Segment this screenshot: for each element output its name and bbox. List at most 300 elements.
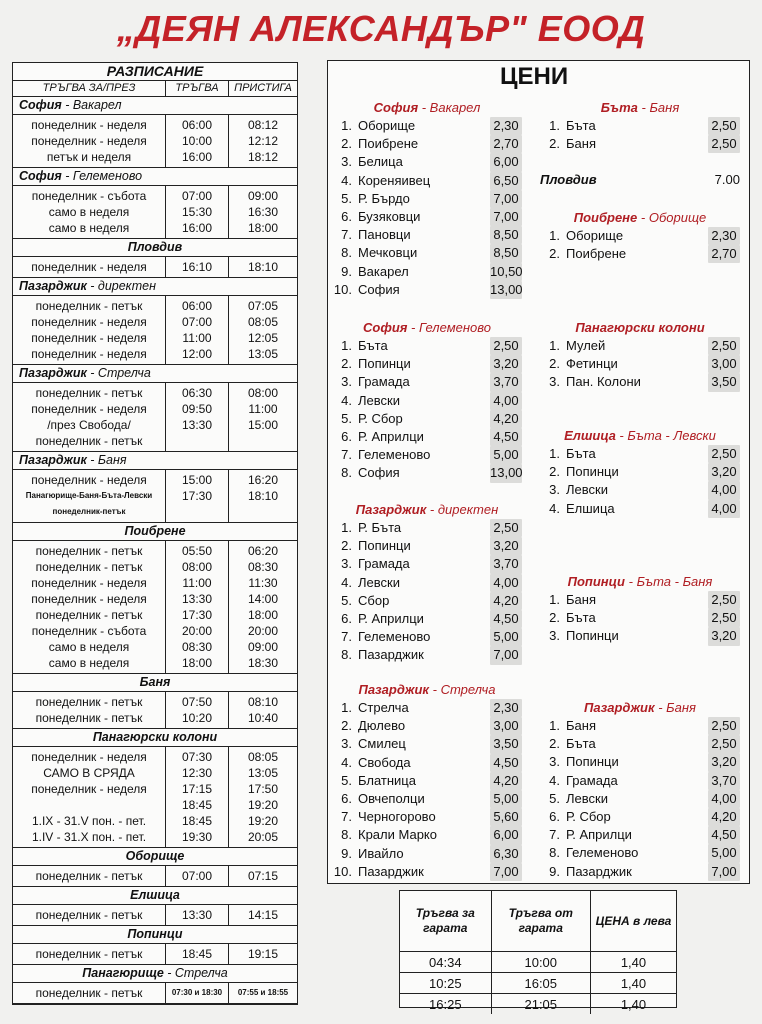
price-row-amount: 2,30 [490,699,522,717]
days-column [13,115,166,167]
price-row [332,826,522,844]
price-row [540,245,740,263]
fares-header-from-station: Тръгва от гарата [491,891,590,952]
arrival-time: 18:30 [247,656,279,670]
schedule-days: 1.IV - 31.X пон. - пет. [31,830,147,844]
price-row-number: 2. [549,136,560,152]
price-row [332,735,522,753]
departs-column [166,747,229,847]
fares-to-station-time: 04:34 [400,952,491,973]
price-group-title [540,699,740,717]
price-row-stop: Елшица [566,500,615,516]
departure-time: 07:50 [181,695,213,709]
departure-time: 17:30 [181,489,213,503]
route-from: София [19,98,62,112]
schedule-days: понеделник - петък [35,986,143,1000]
price-row-stop: Крали Марко [358,827,437,843]
route-from: Поибрене [124,524,186,538]
price-route-from: Пазарджик [355,502,427,517]
price-row-stop: Гелеменово [358,447,431,463]
schedule-route-title [13,365,297,383]
fares-from-station-time: 21:05 [491,994,590,1015]
arrives-column [229,470,297,522]
departure-time: 13:30 [181,592,213,606]
price-row-number: 4. [341,172,352,188]
price-group-title [540,427,740,445]
schedule-rows [13,296,297,364]
days-column [13,383,166,451]
departure-time: 15:00 [181,473,213,487]
price-group [332,99,522,299]
route-dash: - [86,453,98,467]
price-row-amount: 3,00 [490,717,522,735]
departure-time: 06:30 [181,386,213,400]
schedule-days: петък и неделя [46,150,132,164]
price-row-amount: 4,50 [490,754,522,772]
arrives-column [229,692,297,728]
price-row-number: 2. [549,736,560,752]
route-to: Стрелча [97,366,151,380]
price-row-amount: 5,00 [490,628,522,646]
price-row-stop: Р. Сбор [566,808,611,824]
schedule-rows [13,470,297,522]
price-row-stop: Попинци [358,538,411,554]
price-row-stop: Стрелча [358,700,409,715]
price-row-amount: 5,00 [708,844,740,862]
price-route-from: Пловдив [540,172,597,187]
price-row-amount: 2,30 [708,227,740,245]
arrival-time: 19:20 [247,798,279,812]
days-column [13,747,166,847]
price-row [332,574,522,592]
price-row-stop: Р. Бърдо [358,190,410,206]
departs-column [166,905,229,925]
schedule-rows [13,257,297,277]
route-from: Баня [139,675,171,689]
departure-time: 10:20 [181,711,213,725]
price-row-amount: 2,50 [490,519,522,537]
price-row-stop: Свобода [358,754,411,770]
price-row-number: 8. [341,647,352,663]
price-row-amount: 3,20 [490,537,522,555]
schedule-section [13,168,297,239]
schedule-days: понеделник - петък [35,869,143,883]
price-row-amount: 2,50 [708,445,740,463]
arrival-time: 08:12 [247,118,279,132]
price-row-amount: 3,70 [490,555,522,573]
departure-time: 18:45 [181,947,213,961]
departure-time: 15:30 [181,205,213,219]
column-header-arrives: ПРИСТИГА [234,82,292,94]
schedule-rows [13,115,297,167]
arrival-time: 12:12 [247,134,279,148]
price-row-number: 2. [549,464,560,480]
price-row-amount: 5,00 [490,446,522,464]
price-row [332,717,522,735]
price-row [332,808,522,826]
price-row [540,227,740,245]
route-from: Пазарджик [19,279,87,293]
price-route-dash: - [407,320,419,335]
schedule-rows [13,692,297,728]
price-row-stop: Овчеполци [358,790,425,806]
price-row-amount: 6,00 [490,826,522,844]
price-group-title [540,209,740,227]
schedule-days: понеделник - петък [35,608,143,622]
price-row [332,373,522,391]
price-row-amount: 3,50 [708,373,740,391]
arrival-time: 20:00 [247,624,279,638]
price-row-amount: 7,00 [708,863,740,881]
schedule-days: само в неделя [48,656,130,670]
price-row-number: 8. [549,845,560,861]
arrival-time: 08:10 [247,695,279,709]
price-row-stop: Дюлево [358,718,406,734]
fares-row [400,994,676,1015]
schedule-section [13,97,297,168]
price-row-amount: 4,20 [490,592,522,610]
price-row [540,463,740,481]
price-row-amount: 4,00 [490,574,522,592]
price-route-to: Баня [666,700,696,715]
schedule-days [13,797,165,813]
price-row-stop: Сбор [358,592,390,608]
departure-time: 18:00 [181,656,213,670]
departure-time: 12:30 [181,766,213,780]
departure-time: 17:15 [181,782,213,796]
price-row-number: 5. [341,592,352,608]
price-route-from: Панагюрски колони [575,320,705,335]
departure-time: 07:30 [181,750,213,764]
departs-column [166,692,229,728]
schedule-days: понеделник - петък [35,711,143,725]
price-route-dash: - [637,210,649,225]
price-row-number: 3. [549,374,560,390]
fares-price: 1,40 [590,973,676,994]
price-row-amount: 4,00 [708,790,740,808]
company-title: „ДЕЯН АЛЕКСАНДЪР" ЕООД [116,8,646,49]
price-row-number: 9. [341,263,352,279]
days-column [13,944,166,964]
price-row-stop: Баня [566,136,596,152]
price-row-amount: 4,00 [490,392,522,410]
price-row-stop: Мулей [566,338,606,353]
price-row-number: 10. [333,281,352,297]
schedule-rows [13,186,297,238]
schedule-days: понеделник - петък [35,560,143,574]
arrival-time: 19:20 [247,814,279,828]
arrives-column [229,296,297,364]
departure-time [166,433,228,449]
price-row [540,627,740,645]
price-row-number: 1. [549,338,560,353]
arrival-time: 08:05 [247,315,279,329]
price-row-stop: Фетинци [566,356,618,372]
price-row-stop: Пан. Колони [566,374,641,390]
price-route-to: Бъта - Левски [627,428,716,443]
price-row-number: 10. [333,863,352,879]
price-row [332,263,522,281]
arrival-time: 12:05 [247,331,279,345]
fares-from-station-time: 10:00 [491,952,590,973]
schedule-sections [13,97,297,1004]
price-row-stop: Р. Априлци [566,827,632,843]
price-row-number: 2. [549,610,560,626]
departure-time: 17:30 [181,608,213,622]
price-row [332,592,522,610]
fares-body [400,952,676,1015]
departure-time: 19:30 [181,830,213,844]
price-row-number: 1. [549,228,560,243]
arrival-time: 15:00 [247,418,279,432]
price-row [540,717,740,735]
price-row [540,826,740,844]
arrival-time: 19:15 [247,947,279,961]
arrives-column [229,944,297,964]
price-route-from: Поибрене [573,210,638,225]
price-row-number: 1. [549,446,560,461]
price-row [332,699,522,717]
schedule-section [13,965,297,1004]
price-row-amount: 2,70 [708,245,740,263]
schedule-route-title [13,848,297,866]
arrives-column [229,541,297,673]
arrival-time: 16:20 [247,473,279,487]
price-row [332,628,522,646]
price-row-amount: 5,00 [490,790,522,808]
price-row [332,446,522,464]
price-row-amount: 13,00 [490,281,522,299]
price-row-stop: Поибрене [566,246,627,262]
arrival-time: 09:00 [247,640,279,654]
price-row-number: 8. [341,245,352,261]
schedule-days: понеделник - събота [31,189,147,203]
price-row-number: 2. [341,356,352,372]
arrives-column [229,257,297,277]
schedule-days: понеделник - петък [35,386,143,400]
price-row [540,135,740,153]
departure-time: 16:00 [181,150,213,164]
price-row-amount: 5,60 [490,808,522,826]
schedule-section [13,674,297,729]
arrival-time: 06:20 [247,544,279,558]
arrival-time: 08:00 [247,386,279,400]
departure-time: 08:00 [181,560,213,574]
price-group [540,573,740,646]
departure-time: 07:00 [181,189,213,203]
days-column [13,866,166,886]
price-row-number: 5. [341,772,352,788]
price-row [540,790,740,808]
fares-row [400,973,676,994]
price-row-amount: 13,00 [490,464,522,482]
departure-time: 11:00 [182,576,212,590]
schedule-section [13,365,297,452]
departs-column [166,944,229,964]
fares-price: 1,40 [620,996,647,1012]
price-row [332,190,522,208]
arrives-column [229,905,297,925]
price-row-number: 4. [341,754,352,770]
price-row-number: 3. [549,628,560,644]
price-row [332,519,522,537]
price-row [332,244,522,262]
price-row-stop: Ивайло [358,845,404,861]
price-row-amount: 4,00 [708,481,740,499]
price-group [540,171,740,189]
price-row-amount: 2,50 [708,135,740,153]
price-row-stop: Поибрене [358,136,419,152]
price-row-amount: 3,00 [708,355,740,373]
price-row-amount: 7,00 [490,190,522,208]
price-row-stop: София [358,281,400,297]
fares-to-station-time: 10:25 [400,973,491,994]
route-to: директен [97,279,156,293]
column-header-departs: ТРЪГВА [166,81,229,96]
arrival-time: 18:00 [247,608,279,622]
departs-column [166,257,229,277]
price-row-stop: Гелеменово [566,845,639,861]
price-row [332,355,522,373]
price-row [540,863,740,881]
arrival-time: 14:00 [247,592,279,606]
price-route-from: Бъта [600,100,638,115]
schedule-days: понеделник - неделя [31,347,147,361]
price-row [540,753,740,771]
price-row-stop: Р. Сбор [358,410,403,426]
price-route-from: София [373,100,419,115]
schedule-days: понеделник - неделя [31,331,147,345]
schedule-days: понеделник - неделя [31,750,147,764]
arrival-time: 08:30 [247,560,279,574]
schedule-section [13,523,297,674]
schedule-section [13,278,297,365]
price-row [540,117,740,135]
price-group [540,699,740,881]
price-row-stop: Р. Априлци [358,428,424,444]
price-row-stop: Бъта [566,736,596,752]
price-row-number: 4. [549,772,560,788]
price-row-amount: 4,20 [490,772,522,790]
route-from: София [19,169,62,183]
price-route-dash: - [615,428,628,443]
price-row [332,845,522,863]
departure-time: 18:45 [181,814,213,828]
price-row-amount: 4,50 [708,826,740,844]
schedule-days: Панагюрище-Баня-Бъта-Левски [25,491,153,500]
price-row [540,591,740,609]
price-row [332,153,522,171]
departs-column [166,383,229,451]
departure-time: 08:30 [181,640,213,654]
schedule-days: понеделник - неделя [31,402,147,416]
price-row [332,754,522,772]
price-row-number: 1. [341,700,352,715]
price-route-from: Пазарджик [358,682,429,697]
departure-time: 13:30 [181,418,213,432]
arrival-time: 11:30 [248,576,278,590]
days-column [13,692,166,728]
price-row [540,844,740,862]
price-row-amount: 2,50 [708,735,740,753]
fares-header-price: ЦЕНА в лева [590,891,676,952]
route-to: Стрелча [174,966,228,980]
price-row-number: 8. [341,827,352,843]
schedule-days: понеделник - събота [31,624,147,638]
schedule-column-headers [13,81,297,97]
price-route-to: Вакарел [429,100,481,115]
price-row-amount: 3,20 [708,753,740,771]
price-row [540,355,740,373]
station-fares-table [399,890,677,1012]
days-column [13,541,166,673]
price-row-number: 5. [341,410,352,426]
price-group [540,319,740,392]
price-row-number: 1. [341,338,352,353]
price-row [540,337,740,355]
price-row-number: 7. [341,629,352,645]
price-row-stop: Оборище [566,228,624,243]
route-from: Панагюрски колони [92,730,218,744]
schedule-route-title [13,926,297,944]
departure-time: 09:50 [181,402,213,416]
price-row-amount: 8,50 [490,244,522,262]
departs-column [166,115,229,167]
price-group [332,501,522,665]
arrival-time: 11:00 [248,402,278,416]
arrives-column [229,983,297,1003]
price-group-title [332,681,522,699]
price-row-amount: 2,70 [490,135,522,153]
price-row-stop: Грамада [358,374,410,390]
arrival-time [229,504,297,520]
price-row [332,281,522,299]
schedule-days: понеделник - неделя [31,315,147,329]
price-row-stop: Черногорово [358,809,436,825]
schedule-section [13,887,297,926]
price-row-number: 3. [341,556,352,572]
price-row [332,537,522,555]
price-row-stop: Бъта [566,610,596,626]
price-row [540,373,740,391]
price-row [332,172,522,190]
arrival-time: 18:12 [247,150,279,164]
price-row-amount: 4,20 [708,808,740,826]
price-row-number: 7. [341,447,352,463]
price-row [332,646,522,664]
price-row [332,208,522,226]
price-row [332,392,522,410]
price-route-to: директен [437,502,499,517]
departs-column [166,186,229,238]
price-route-dash: - [637,100,650,115]
departure-time [166,504,228,520]
route-from: Пазарджик [19,366,87,380]
column-header-route: ТРЪГВА ЗА/ПРЕЗ [13,81,166,96]
days-column [13,296,166,364]
price-route-to: Оборище [648,210,707,225]
price-row [332,226,522,244]
price-row-number: 7. [341,227,352,243]
price-row-stop: Баня [566,592,596,607]
price-row [540,735,740,753]
departs-column [166,541,229,673]
schedule-route-title [13,452,297,470]
schedule-rows [13,983,297,1003]
price-route-dash: - [654,700,667,715]
price-route-from: София [363,320,408,335]
schedule-route-title [13,674,297,692]
